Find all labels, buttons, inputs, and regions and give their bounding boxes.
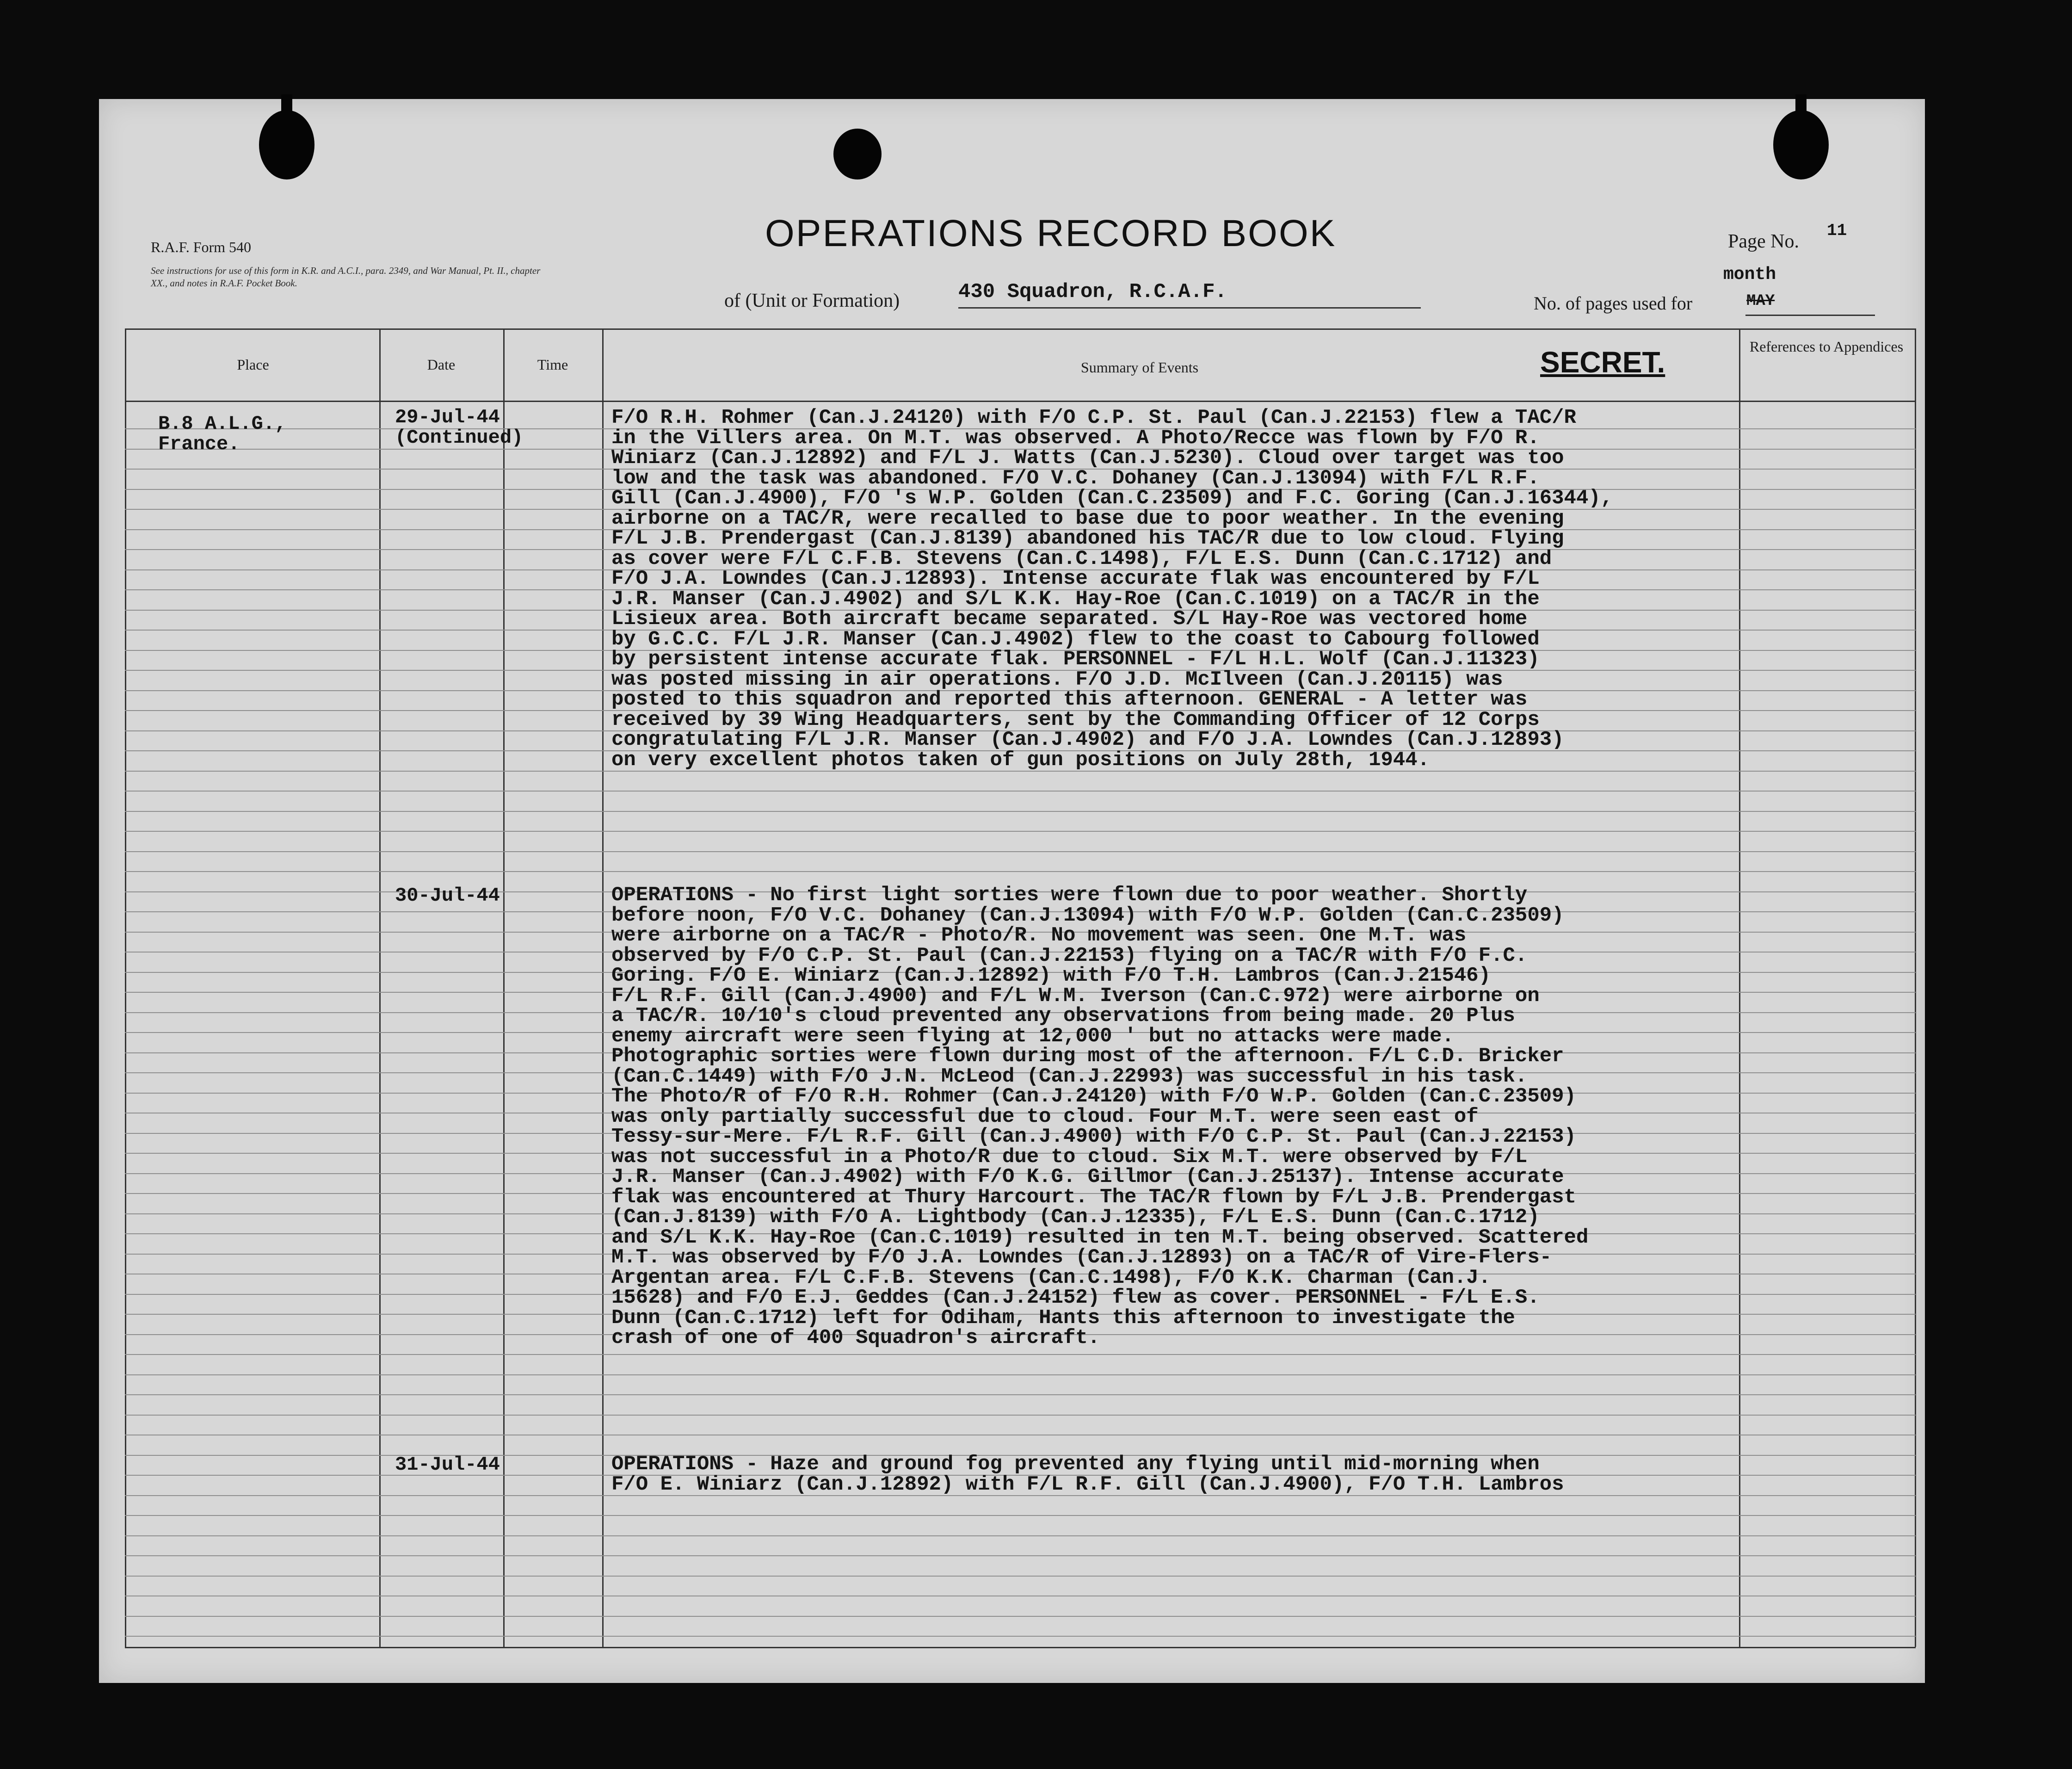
divider: [125, 328, 1916, 330]
column-header-references: References to Appendices: [1749, 338, 1904, 355]
ruled-line: [125, 1394, 1916, 1395]
ruled-line: [125, 791, 1916, 792]
punch-hole: [833, 129, 882, 179]
ruled-line: [125, 1374, 1916, 1375]
divider: [503, 328, 505, 1647]
divider: [125, 1647, 1916, 1648]
page-title: OPERATIONS RECORD BOOK: [765, 212, 1337, 254]
page-number-label: Page No.: [1728, 231, 1799, 252]
unit-value: 430 Squadron, R.C.A.F.: [958, 280, 1421, 309]
record-sheet: [99, 99, 1925, 1683]
punch-hole: [259, 110, 314, 179]
summary-entry: OPERATIONS - No first light sorties were flown due to poor weather. Shortly before noon, F/O V.C. Dohaney (Can.J.13094) with F/O W.P. Golden (Can.C.23509) were airborne on a TAC/R - Photo/R. No movement was seen. One M.T. was observed by F/O C.P. St. Paul (Can.J.22153) flying on a TAC/R with F/O F.C. Goring. F/O E. Winiarz (Can.J.12892) with F/O T.H. Lambros (Can.J.21546) F/L R.F. Gill (Can.J.4900) and F/L W.M. Iverson (Can.C.972) were airborne on a TAC/R. 10/10's cloud prevented any observations from being made. 20 Plus enemy aircraft were seen flying at 12,000 ' but no attacks were made. Photographic sorties were flown during most of the afternoon. F/L C.D. Bricker (Can.C.1449) with F/O J.N. McLeod (Can.J.22993) was successful in his task. The Photo/R of F/O R.H. Rohmer (Can.J.24120) with F/O W.P. Golden (Can.C.23509) was only partially successful due to cloud. Four M.T. were seen east of Tessy-sur-Mere. F/L R.F. Gill (Can.J.4900) with F/O C.P. St. Paul (Can.J.22153) was not successful in a Photo/R due to cloud. Six M.T. were observed by F/L J.R. Manser (Can.J.4902) with F/O K.G. Gillmor (Can.J.25137). Intense accurate flak was encountered at Thury Harcourt. The TAC/R flown by F/L J.B. Prendergast (Can.J.8139) with F/O A. Lightbody (Can.J.12335), F/L E.S. Dunn (Can.C.1712) and S/L K.K. Hay-Roe (Can.C.1019) resulted in ten M.T. being observed. Scattered M.T. was observed by F/O J.A. Lowndes (Can.J.12893) on a TAC/R of Vire-Flers- Argentan area. F/L C.F.B. Stevens (Can.C.1498), F/O K.K. Charman (Can.J. 15628) and F/O E.J. Geddes (Can.J.24152) flew as cover. PERSONNEL - F/L E.S. Dunn (Can.C.1712) left for Odiham, Hants this afternoon to investigate the crash of one of 400 Squadron's aircraft.: [611, 884, 1589, 1349]
column-header-summary: Summary of Events: [1080, 359, 1199, 376]
place-entry: B.8 A.L.G., France.: [158, 413, 287, 455]
column-header-time: Time: [537, 356, 568, 373]
punch-hole: [1773, 110, 1829, 179]
divider: [125, 401, 1916, 402]
ruled-line: [125, 1515, 1916, 1516]
date-entry: 29-Jul-44 (Continued): [395, 406, 524, 449]
summary-entry: OPERATIONS - Haze and ground fog prevented any flying until mid-morning when F/O E. Winiarz (Can.J.12892) with F/L R.F. Gill (Can.J.4900), F/O T.H. Lambros: [611, 1453, 1564, 1496]
pages-used-struck: MAY: [1746, 292, 1775, 310]
divider: [125, 328, 126, 1647]
divider: [602, 328, 604, 1647]
pages-used-label: No. of pages used for: [1534, 293, 1693, 314]
ruled-line: [125, 1576, 1916, 1577]
ruled-line: [125, 1535, 1916, 1536]
unit-label: of (Unit or Formation): [724, 290, 900, 311]
ruled-line: [125, 1636, 1916, 1637]
page-number-value: 11: [1827, 221, 1847, 240]
ruled-line: [125, 1354, 1916, 1355]
ruled-line: [125, 871, 1916, 872]
date-entry: 30-Jul-44: [395, 884, 500, 907]
ruled-line: [125, 1415, 1916, 1416]
column-header-date: Date: [427, 356, 456, 373]
ruled-line: [125, 851, 1916, 852]
ruled-line: [125, 1555, 1916, 1556]
form-number: R.A.F. Form 540: [151, 239, 252, 255]
ruled-line: [125, 811, 1916, 812]
form-instructions: See instructions for use of this form in K.R. and A.C.I., para. 2349, and War Manual, Pt. II., chapter XX., and notes in R.A.F. Pocket Book.: [151, 265, 541, 289]
ruled-line: [125, 831, 1916, 832]
date-entry: 31-Jul-44: [395, 1454, 500, 1476]
ruled-line: [125, 1616, 1916, 1617]
column-header-place: Place: [237, 356, 269, 373]
divider: [1915, 328, 1916, 1647]
divider: [379, 328, 381, 1647]
classification-stamp: SECRET.: [1540, 346, 1665, 379]
pages-used-month: month: [1723, 265, 1776, 285]
summary-entry: F/O R.H. Rohmer (Can.J.24120) with F/O C.P. St. Paul (Can.J.22153) flew a TAC/R in the Villers area. On M.T. was observed. A Photo/Recce was flown by F/O R. Winiarz (Can.J.12892) and F/L J. Watts (Can.J.5230). Cloud over target was too low and the task was abandoned. F/O V.C. Dohaney (Can.J.13094) with F/L R.F. Gill (Can.J.4900), F/O 's W.P. Golden (Can.C.23509) and F.C. Goring (Can.J.16344), airborne on a TAC/R, were recalled to base due to poor weather. In the evening F/L J.B. Prendergast (Can.J.8139) abandoned his TAC/R due to low cloud. Flying as cover were F/L C.F.B. Stevens (Can.C.1498), F/L E.S. Dunn (Can.C.1712) and F/O J.A. Lowndes (Can.J.12893). Intense accurate flak was encountered by F/L J.R. Manser (Can.J.4902) and S/L K.K. Hay-Roe (Can.C.1019) on a TAC/R in the Lisieux area. Both aircraft became separated. S/L Hay-Roe was vectored home by G.C.C. F/L J.R. Manser (Can.J.4902) flew to the coast to Cabourg followed by persistent intense accurate flak. PERSONNEL - F/L H.L. Wolf (Can.J.11323) was posted missing in air operations. F/O J.D. McIlveen (Can.J.20115) was posted to this squadron and reported this afternoon. GENERAL - A letter was received by 39 Wing Headquarters, sent by the Commanding Officer of 12 Corps congratulating F/L J.R. Manser (Can.J.4902) and F/O J.A. Lowndes (Can.J.12893) on very excellent photos taken of gun positions on July 28th, 1944.: [611, 406, 1613, 772]
divider: [1745, 315, 1875, 316]
